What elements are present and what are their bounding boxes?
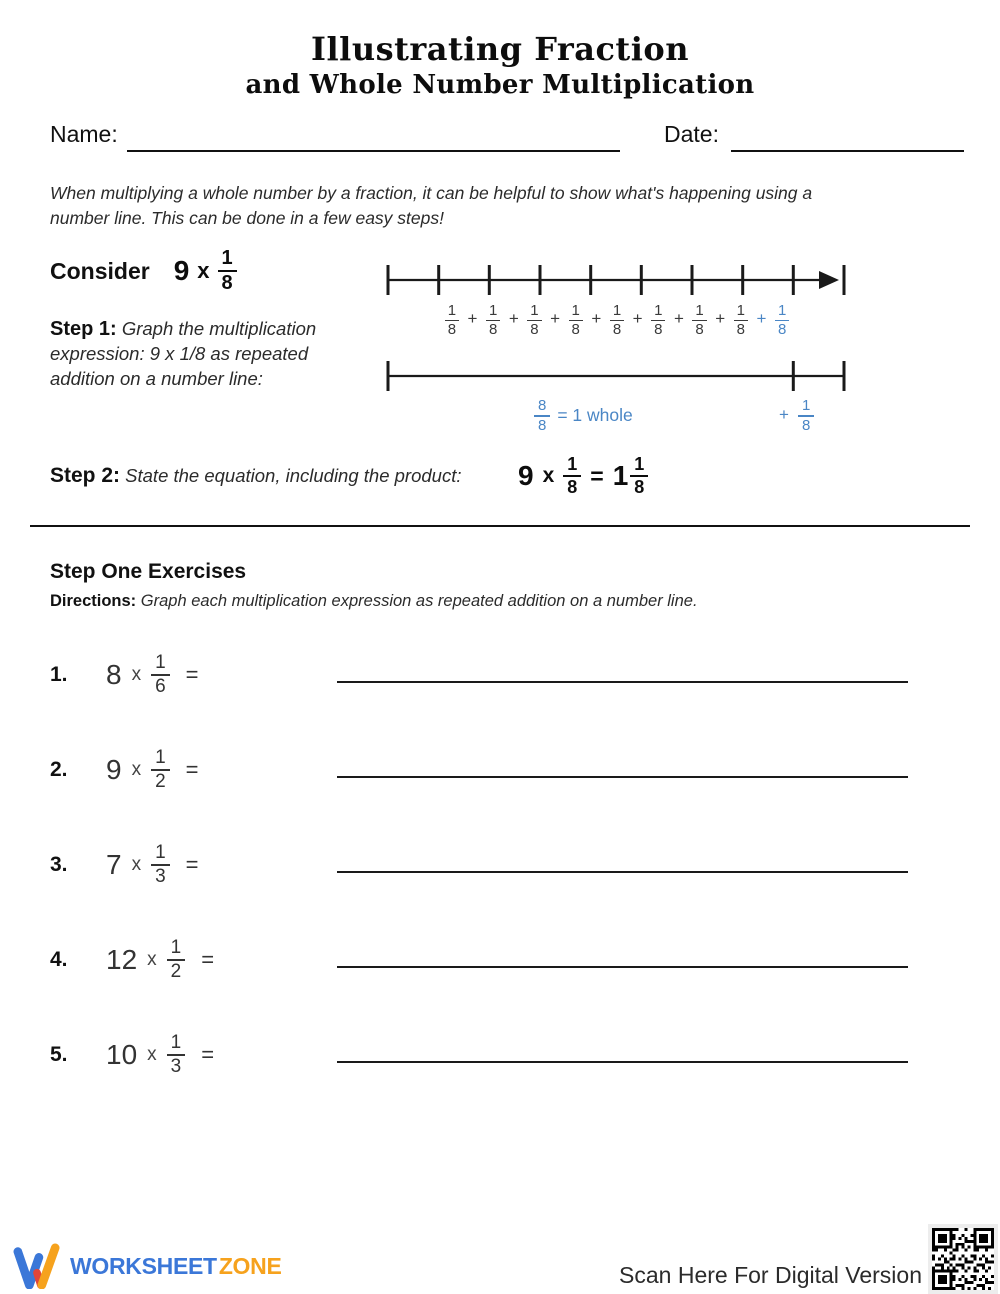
extra-eighth-label <box>779 398 814 434</box>
multiply-sign: x <box>131 664 142 685</box>
exercise-expression <box>106 653 199 697</box>
equals-sign: = <box>185 662 199 687</box>
one-whole-text: = 1 whole <box>557 405 633 426</box>
intro-text <box>50 181 900 232</box>
answer-line <box>337 966 908 968</box>
section-divider <box>30 525 970 527</box>
logo-text-worksheet: WORKSHEET <box>70 1252 217 1279</box>
multiply-sign: x <box>147 1044 157 1065</box>
plus-sign: + <box>756 309 767 328</box>
fraction: $\frac{1}{8}$ <box>445 303 459 338</box>
whole-number: 8 <box>106 659 122 690</box>
number-line-1 <box>386 262 848 298</box>
whole-number: 12 <box>106 944 138 975</box>
consider-expression <box>174 248 237 294</box>
exercise-expression <box>106 938 214 982</box>
equals-sign: = <box>185 852 199 877</box>
step2-equation <box>518 450 648 502</box>
fraction: $\frac{1}{8}$ <box>486 303 500 338</box>
fraction: $\frac{1}{2}$ <box>151 748 170 792</box>
answer-line <box>337 776 908 778</box>
answer-line <box>337 681 908 683</box>
whole-number: 9 <box>518 460 534 491</box>
step2-label: Step 2: <box>50 464 121 487</box>
exercise-row <box>50 1025 920 1085</box>
multiply-sign: x <box>147 949 157 970</box>
name-label: Name: <box>50 121 118 147</box>
step2-paragraph <box>50 464 461 488</box>
exercise-expression <box>106 843 199 887</box>
number-line-2 <box>386 358 848 394</box>
consider-section <box>50 244 237 298</box>
exercise-expression <box>106 1033 214 1077</box>
mixed-number-product: 1 $\frac{1}{8}$ <box>613 455 649 497</box>
directions <box>50 592 698 611</box>
exercise-row <box>50 740 920 800</box>
exercise-number: 3. <box>50 853 68 876</box>
intro-line2: number line. This can be done in a few easy steps! <box>50 208 444 229</box>
addition-row <box>386 300 848 340</box>
step1-text: Graph the multiplication expression: 9 x 1/8 as repeated addition on a number line: <box>50 318 317 389</box>
answer-line <box>337 871 908 873</box>
fraction: $\frac{1}{8}$ <box>692 303 706 338</box>
fraction: $\frac{1}{8}$ <box>734 303 748 338</box>
plus-sign: + <box>632 309 643 328</box>
exercise-number: 4. <box>50 948 68 971</box>
fraction: $\frac{1}{6}$ <box>151 653 170 697</box>
multiply-sign: x <box>131 759 142 780</box>
equals-sign: = <box>201 1042 215 1067</box>
plus-sign: + <box>673 309 684 328</box>
fraction: $\frac{8}{8}$ <box>534 398 550 434</box>
intro-line1: When multiplying a whole number by a fraction, it can be helpful to show what's happening using a <box>50 183 813 203</box>
fraction: $\frac{1}{2}$ <box>167 938 186 982</box>
plus-sign: + <box>779 404 789 424</box>
numberline-2-labels <box>386 396 848 438</box>
multiply-sign: x <box>542 464 555 487</box>
fraction: $\frac{1}{8}$ <box>798 398 814 434</box>
arrow-head-icon <box>819 271 839 289</box>
fraction: $\frac{1}{8}$ <box>651 303 665 338</box>
multiply-sign: x <box>131 854 142 875</box>
whole-number: 10 <box>106 1039 138 1070</box>
one-whole-label <box>534 398 633 434</box>
plus-sign: + <box>467 309 478 328</box>
logo-w-icon <box>12 1243 62 1289</box>
equals-sign: = <box>201 947 215 972</box>
exercise-number: 2. <box>50 758 68 781</box>
fraction: $\frac{1}{3}$ <box>151 843 170 887</box>
plus-sign: + <box>715 309 726 328</box>
plus-sign: + <box>591 309 602 328</box>
worksheetzone-logo <box>12 1243 282 1289</box>
qr-code <box>928 1224 998 1294</box>
whole-number: 9 <box>173 255 190 286</box>
exercise-row <box>50 835 920 895</box>
equals-sign: = <box>590 462 604 489</box>
exercises-heading: Step One Exercises <box>50 560 247 583</box>
date-label: Date: <box>664 121 719 147</box>
directions-text: Graph each multiplication expression as repeated addition on a number line. <box>140 592 698 610</box>
plus-sign: + <box>550 309 561 328</box>
fraction: $\frac{1}{8}$ <box>630 455 648 497</box>
whole-number: 9 <box>106 754 122 785</box>
fraction: $\frac{1}{3}$ <box>167 1033 186 1077</box>
whole-number: 7 <box>106 849 122 880</box>
answer-line <box>337 1061 908 1063</box>
fraction: $\frac{1}{8}$ <box>775 303 789 338</box>
step1-label: Step 1: <box>50 318 117 340</box>
fraction: $\frac{1}{8}$ <box>569 303 583 338</box>
plus-sign: + <box>508 309 519 328</box>
page-title-line1: Illustrating Fraction <box>311 30 689 68</box>
page-title-line2: and Whole Number Multiplication <box>245 70 755 100</box>
numberline-figure <box>386 262 848 438</box>
name-blank-line <box>127 122 620 152</box>
exercise-number: 1. <box>50 663 68 686</box>
scan-here-text: Scan Here For Digital Version <box>619 1262 922 1288</box>
exercise-row <box>50 645 920 705</box>
fraction: $\frac{1}{8}$ <box>563 455 581 497</box>
exercise-number: 5. <box>50 1043 68 1066</box>
exercise-expression <box>106 748 199 792</box>
directions-label: Directions: <box>50 592 137 610</box>
logo-text-zone: ZONE <box>218 1252 282 1279</box>
logo-text <box>70 1253 282 1280</box>
step2-text: State the equation, including the product: <box>125 465 462 486</box>
fraction: $\frac{1}{8}$ <box>527 303 541 338</box>
equals-sign: = <box>185 757 199 782</box>
fraction: $\frac{1}{8}$ <box>218 248 237 294</box>
fraction: $\frac{1}{8}$ <box>610 303 624 338</box>
exercise-row <box>50 930 920 990</box>
consider-label: Consider <box>50 257 150 284</box>
date-blank-line <box>731 122 964 152</box>
multiply-sign: x <box>197 258 210 283</box>
step1-paragraph <box>50 316 354 391</box>
